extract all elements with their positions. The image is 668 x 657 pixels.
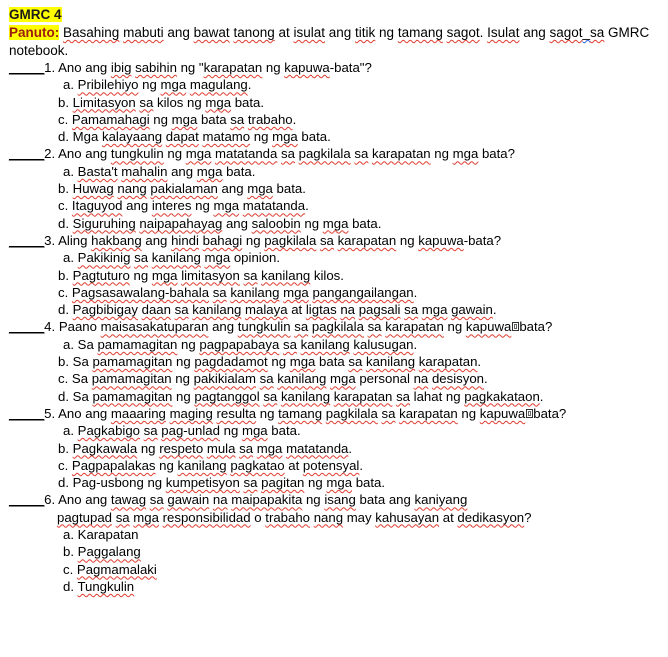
option-5c-label: c. Pagpapalakas ng kanilang pagkatao at potensyal. [58,457,364,473]
option-3c-label: c. Pagsasawalang-bahala sa kanilang mga pangangailangan. [58,284,418,300]
question-number-1: 1. [44,60,56,75]
answer-blank-1[interactable]: _____ [9,60,45,75]
option-1a-label: a. Pribilehiyo ng mga magulang. [63,77,252,93]
question-number-3: 3. [44,232,56,248]
option-2d[interactable] [0,215,668,232]
missing-glyph-icon [526,409,533,418]
question-number-4: 4. [44,319,56,335]
option-3a-label: a. Pakikinig sa kanilang mga opinion. [63,250,281,266]
option-4d[interactable] [0,388,668,405]
question-number-2: 2. [44,146,56,162]
document-title-line [0,0,668,24]
question-block-3 [0,232,668,318]
question-text-1: Ano ang ibig sabihin ng "karapatan ng kapuwa-bata"? [58,60,372,75]
option-1a[interactable] [0,76,668,93]
option-6d[interactable] [0,578,668,595]
option-4a[interactable] [0,336,668,353]
option-4b[interactable] [0,353,668,370]
option-2d-label: d. Siguruhing naipapahayag ang saloobin ng mga bata. [58,215,382,231]
option-4a-label: a. Sa pamamagitan ng pagpapabaya sa kanilang kalusugan. [63,336,418,352]
question-block-1 [0,59,668,145]
option-5b[interactable] [0,440,668,457]
answer-blank-2[interactable]: _____ [9,146,45,162]
option-6c-label: c. Pagmamalaki [63,561,157,577]
question-line-5 [0,405,668,422]
option-2a-label: a. Basta't mahalin ang mga bata. [63,163,256,179]
answer-blank-5[interactable]: _____ [9,405,45,421]
option-3c[interactable] [0,284,668,301]
question-line-4 [0,318,668,335]
option-4b-label: b. Sa pamamagitan ng pagdadamot ng mga bata sa kanilang karapatan. [58,354,482,370]
question-text-2: Ano ang tungkulin ng mga matatanda sa pagkilala sa karapatan ng mga bata? [58,146,515,162]
question-number-6: 6. [44,492,56,508]
question-text-5: Ano ang maaaring maging resulta ng tamang pagkilala sa karapatan ng kapuwa bata? [58,405,567,421]
question-block-4 [0,318,668,404]
option-2b-label: b. Huwag nang pakialaman ang mga bata. [58,181,306,197]
option-4d-label: d. Sa pamamagitan ng pagtanggol sa kanilang karapatan sa lahat ng pagkakataon. [58,388,544,404]
option-3b-label: b. Pagtuturo ng mga limitasyon sa kanilang kilos. [58,267,344,283]
option-4c[interactable] [0,370,668,387]
answer-blank-4[interactable]: _____ [9,319,45,335]
instruction-text-line1: Basahing mabuti ang bawat tanong at isulat ang titik ng tamang sagot. Isulat ang sagot_sa GMRC [63,25,650,40]
answer-blank-6[interactable]: _____ [9,492,45,508]
option-6a-label: a. Karapatan [63,527,139,543]
instruction-text-line2: notebook. [9,42,69,58]
option-6b[interactable] [0,543,668,560]
question-line-6 [0,491,668,508]
option-6d-label: d. Tungkulin [63,578,135,594]
option-5d-label: d. Pag-usbong ng kumpetisyon sa pagitan ng mga bata. [58,475,386,491]
instruction-block [0,24,668,59]
option-5c[interactable] [0,457,668,474]
option-5a[interactable] [0,422,668,439]
option-1d[interactable] [0,128,668,145]
option-4c-label: c. Sa pamamagitan ng pakikialam sa kanilang mga personal na desisyon. [58,371,488,387]
option-1b[interactable] [0,94,668,111]
question-line-3 [0,232,668,249]
question-text-4: Paano maisasakatuparan ang tungkulin sa pagkilala sa karapatan ng kapuwa bata? [58,319,553,335]
option-5b-label: b. Pagkawala ng respeto mula sa mga matatanda. [58,440,353,456]
question-block-6 [0,491,668,595]
question-block-5 [0,405,668,491]
answer-blank-3[interactable]: _____ [9,232,45,248]
option-6b-label: b. Paggalang [63,544,141,560]
option-2c-label: c. Itaguyod ang interes ng mga matatanda. [58,198,309,214]
option-1c[interactable] [0,111,668,128]
missing-glyph-icon [512,322,519,331]
option-3d[interactable] [0,301,668,318]
option-2b[interactable] [0,180,668,197]
instruction-label: Panuto: [9,25,60,40]
question-line-2 [0,145,668,162]
option-6c[interactable] [0,561,668,578]
question-line-6-continued: pagtupad sa mga responsibilidad o trabaho nang may kahusayan at dedikasyon? [57,509,532,525]
question-text-6: Ano ang tawag sa gawain na maipapakita ng isang bata ang kaniyang [58,492,468,508]
option-1c-label: c. Pamamahagi ng mga bata sa trabaho. [58,111,297,127]
option-5a-label: a. Pagkabigo sa pag-unlad ng mga bata. [63,423,301,439]
question-text-3: Aling hakbang ang hindi bahagi ng pagkilala sa karapatan ng kapuwa-bata? [58,232,502,248]
page-title: GMRC 4 [9,7,62,22]
question-number-5: 5. [44,405,56,421]
option-1b-label: b. Limitasyon sa kilos ng mga bata. [58,94,265,110]
option-1d-label: d. Mga kalayaang dapat matamo ng mga bata. [58,129,331,145]
option-2a[interactable] [0,163,668,180]
option-3d-label: d. Pagbibigay daan sa kanilang malaya at ligtas na pagsali sa mga gawain. [58,302,497,318]
question-block-2 [0,145,668,231]
option-2c[interactable] [0,197,668,214]
option-3b[interactable] [0,267,668,284]
option-6a[interactable] [0,526,668,543]
option-5d[interactable] [0,474,668,491]
option-3a[interactable] [0,249,668,266]
question-line-1 [0,59,668,76]
